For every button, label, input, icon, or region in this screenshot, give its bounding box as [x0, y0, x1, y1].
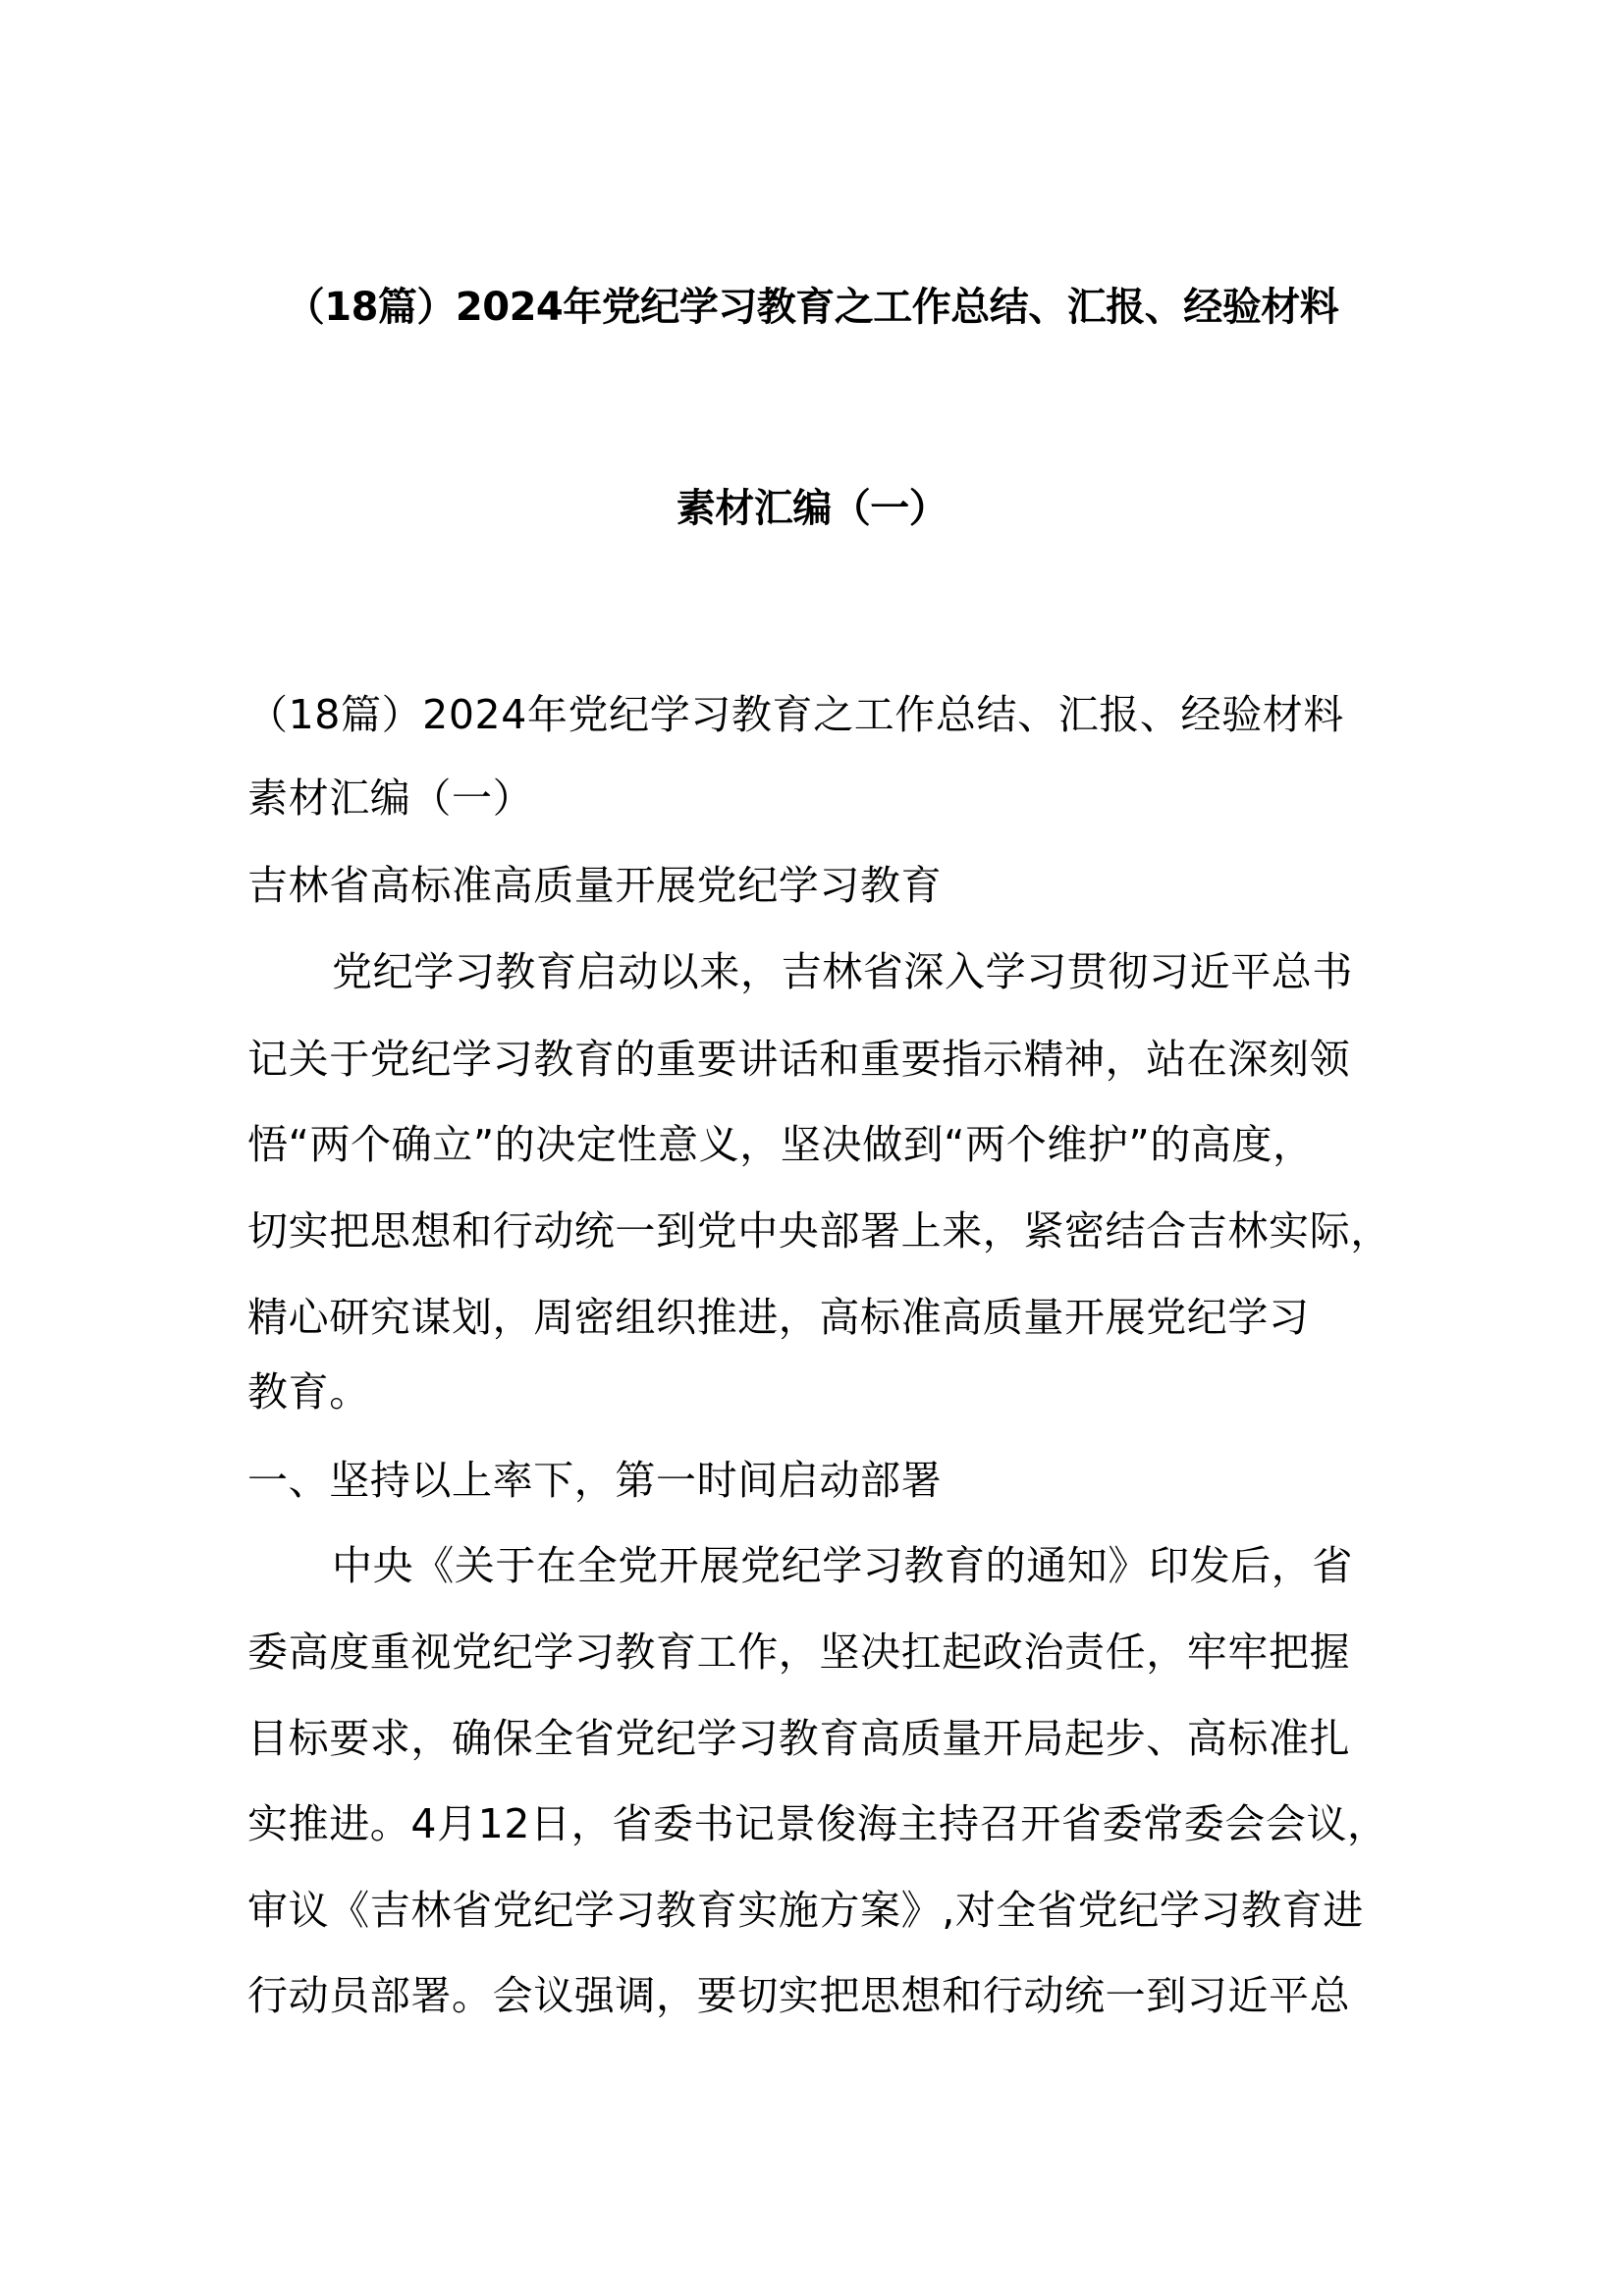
section-heading: 一、坚持以上率下，第一时间启动部署: [247, 1457, 943, 1504]
paragraph-line: 切实把思想和行动统一到党中央部署上来，紧密结合吉林实际，: [247, 1207, 1391, 1255]
paragraph-line: 党纪学习教育启动以来，吉林省深入学习贯彻习近平总书: [332, 948, 1353, 995]
paragraph-line: 审议《吉林省党纪学习教育实施方案》,对全省党纪学习教育进: [247, 1887, 1364, 1934]
paragraph-line: 实推进。4月12日，省委书记景俊海主持召开省委常委会会议，: [247, 1800, 1388, 1847]
paragraph-line: 行动员部署。会议强调，要切实把思想和行动统一到习近平总: [247, 1972, 1351, 2019]
paragraph-line: 委高度重视党纪学习教育工作，坚决扛起政治责任，牢牢把握: [247, 1629, 1351, 1676]
paragraph-line: 记关于党纪学习教育的重要讲话和重要指示精神，站在深刻领: [247, 1036, 1351, 1083]
paragraph-line: 悟“两个确立”的决定性意义，坚决做到“两个维护”的高度，: [247, 1121, 1314, 1168]
article-title: 吉林省高标准高质量开展党纪学习教育: [247, 862, 943, 909]
paragraph-line: 中央《关于在全党开展党纪学习教育的通知》印发后，省: [332, 1542, 1353, 1589]
paragraph-line: 目标要求，确保全省党纪学习教育高质量开局起步、高标准扎: [247, 1715, 1351, 1762]
body-heading-line-2: 素材汇编（一）: [247, 774, 534, 822]
paragraph-line: 教育。: [247, 1368, 370, 1415]
body-heading-line-1: （18篇）2024年党纪学习教育之工作总结、汇报、经验材料: [247, 691, 1344, 738]
document-title-line-2: 素材汇编（一）: [676, 486, 948, 531]
document-title-line-1: （18篇）2024年党纪学习教育之工作总结、汇报、经验材料: [285, 285, 1339, 330]
paragraph-line: 精心研究谋划，周密组织推进，高标准高质量开展党纪学习: [247, 1294, 1310, 1341]
